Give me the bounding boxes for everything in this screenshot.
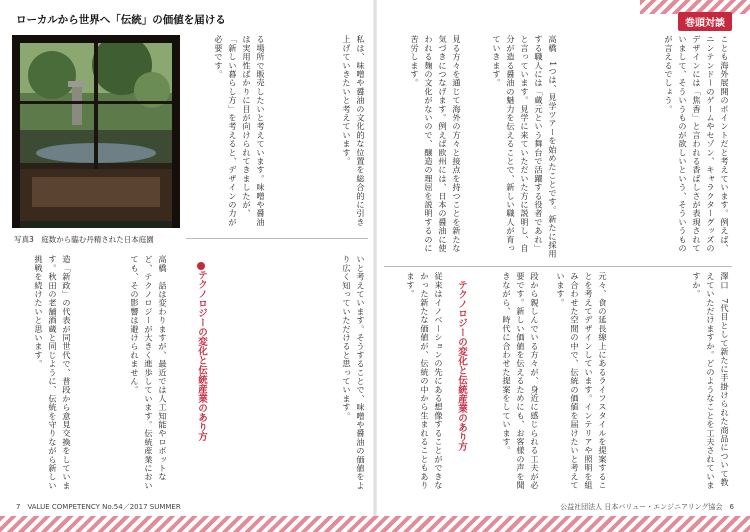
footer-right-folio: 公益社団法人 日本バリュー・エンジニアリング協会 6 [560, 503, 734, 511]
left-text-col2: 私は、味噌や醤油の文化的な位置を総合的に引き上げていきたいと考えています。 [342, 35, 366, 227]
right-text-col5: 元々、食の延長線上にあるライフスタイルを提案することを考えてデザインしています。インテリアや照明を組み合わせた空間の中で、伝統の価値を届けたいと考えています。 [556, 272, 608, 490]
right-text-col6: 段から親しんでいる方々が、身近に感じられる工夫が必要です。新しい価値を伝えるためにも、お客様の声を聞きながら、時代に合わせた提案をしています。 [502, 272, 540, 490]
right-text-col2: 高橋 1つは、見学ツアーを始めたことです。新たに採用する職人には「蔵元という舞台で活躍する役者であれ」と言っています。見学に来ていただいた方に説明し、自分が造る醤油の魅力を伝えることで、新しい職人が育っていきます。 [492, 35, 558, 259]
decorative-stripe-bottom [0, 516, 750, 532]
section-badge: 巻頭対談 [678, 12, 732, 31]
right-text-col4: 見る方々を通じて海外の方々と接点を持つことを新たな気づきにつなげます。例えば欧州には、日本の醤油に使われる麹の文化がないので、醸造の理屈を説明するのに苦労します。 [410, 35, 462, 253]
footer-left-folio: 7 VALUE COMPETENCY No.54／2017 SUMMER [16, 503, 181, 511]
left-text-col1: る場所で販売したいと考えています。味噌や醤油は実用性ばかりに目が向けられてきましたが、「新しい暮らし方」を考えると、デザインの力が必要です。 [214, 35, 266, 227]
right-text-col7: 従来はイノベーションの先にある想像することができなかった新たな価値が、伝統の中から生まれることもあります。 [406, 272, 444, 490]
photo-caption: 写真3 庭数から臨む丹精された日本庭園 [14, 235, 154, 244]
left-text-col3: いと考えています。そうすることで、味噌や醤油の価値をより広く知っていただけると思っています。 [342, 255, 366, 490]
right-band-divider [384, 266, 732, 267]
garden-illustration [12, 35, 180, 228]
garden-photo [12, 35, 180, 228]
left-text-col4: 高橋 話は変わりますが、最近では人工知能やロボットなど、テクノロジーが大きく進歩しています。伝統産業においても、その影響は避けられません。 [130, 255, 168, 490]
left-text-col5: 造「新政」の代表が同世代で、普段から意見交換をしています。秋田の老舗酒蔵と同じように、伝統を守りながら新しい挑戦を続けたいと思います。 [34, 255, 72, 490]
right-text-col3: 澤口 7代目として新たに手掛けられた商品について教えていただけますか。どのようなことを工夫されていますか。 [692, 272, 730, 490]
right-section-heading [448, 280, 468, 480]
left-band-divider [186, 238, 368, 239]
heading-bullet-icon [197, 262, 205, 270]
article-title: ローカルから世界へ「伝統」の価値を届ける [16, 14, 226, 26]
right-heading-text: テクノロジーの変化と伝統産業のあり方 [456, 280, 467, 451]
page-gutter [373, 0, 377, 532]
left-section-heading [176, 262, 208, 462]
left-heading-text: テクノロジーの変化と伝統産業のあり方 [196, 270, 207, 441]
right-text-col1: ことも海外展開のポイントだと考えています。例えば、ニンテンドーのゲームやセゾン、キャラクターグッズのデザインには「焦香」と言われる香ばしさが表現されていまして、そういうものが欲しいという、そういうものが言えるでしょう。 [664, 35, 730, 253]
